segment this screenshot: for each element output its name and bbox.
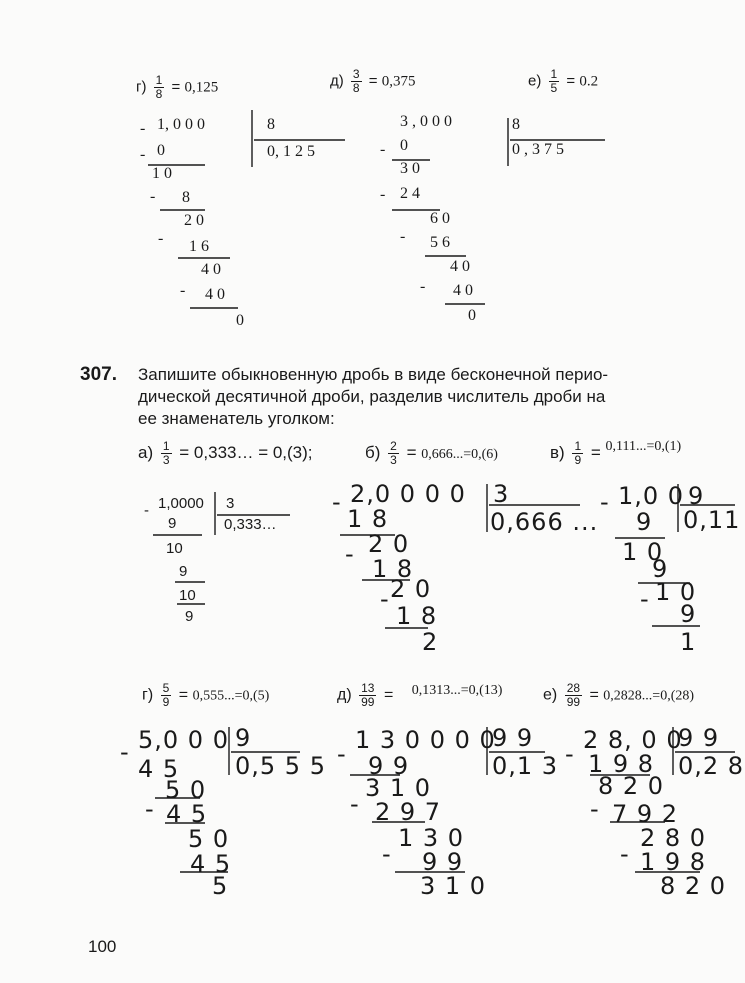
answer: 0,2828...=0,(28) <box>603 688 695 704</box>
task-text: Запишите обыкновенную дробь в виде бесконечной перио- дической десятичной дроби, разделив числитель дроби на ее знаменатель уголком: <box>138 365 609 428</box>
fraction: $\frac{5}{9}$ <box>162 681 170 709</box>
item-d-header: д) $\frac{13}{99}$ = 0,1313...=0,(13) <box>337 681 503 709</box>
answer: 0,1313...=0,(13) <box>411 682 503 698</box>
item-e-header: е) $\frac{28}{99}$ = 0,2828...=0,(28) <box>543 681 695 709</box>
answer: 0.2 <box>579 73 599 90</box>
fraction: $\frac{3}{8}$ <box>352 67 360 95</box>
fraction: $\frac{13}{99}$ <box>361 681 375 709</box>
answer: 0,375 <box>381 73 416 90</box>
item-v-header: в) $\frac{1}{9}$ = $^{0,111...=0,(1)}$ <box>550 438 682 467</box>
top-e-header: е) $\frac{1}{5}$ = 0.2 <box>528 67 599 95</box>
fraction: $\frac{28}{99}$ <box>566 681 581 709</box>
fraction: $\frac{1}{8}$ <box>155 73 163 101</box>
answer: 0,666...=0,(6) <box>421 446 498 462</box>
top-d-header: д) $\frac{3}{8}$ = 0,375 <box>330 67 416 95</box>
page-number: 100 <box>88 937 117 956</box>
fraction: $\frac{1}{5}$ <box>550 67 558 95</box>
item-a-header: а) $\frac{1}{3}$ = 0,333… = 0,(3); <box>138 439 313 467</box>
task-number: 307. <box>80 364 117 385</box>
item-g-header: г) $\frac{5}{9}$ = 0,555...=0,(5) <box>142 681 270 709</box>
answer: 0,111...=0,(1) <box>605 438 682 454</box>
fraction: $\frac{1}{3}$ <box>162 439 170 467</box>
fraction: $\frac{1}{9}$ <box>574 439 582 467</box>
top-g-header: г) $\frac{1}{8}$ = 0,125 <box>136 73 219 101</box>
fraction: $\frac{2}{3}$ <box>390 439 397 467</box>
answer: 0,555...=0,(5) <box>192 688 270 704</box>
answer: 0,125 <box>184 79 219 96</box>
item-b-header: б) $\frac{2}{3}$ = 0,666...=0,(6) <box>365 439 498 467</box>
